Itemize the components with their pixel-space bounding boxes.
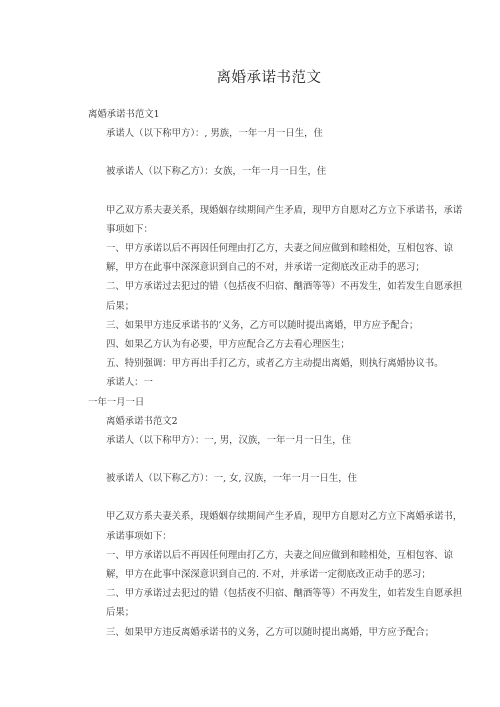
blank-line bbox=[88, 488, 450, 507]
blank-line bbox=[88, 143, 450, 162]
promisor-line: 承诺人（以下称甲方）：一, 男，汉族，一年一月一日生，住 bbox=[106, 435, 352, 447]
blank-line bbox=[88, 182, 450, 201]
paragraph: 甲乙双方系夫妻关系，现婚姻存续期间产生矛盾，现甲方自愿对乙方立下承诺书，承诺事项如下： bbox=[106, 204, 463, 235]
promisee-line: 被承诺人（以下称乙方）：一, 女, 汉族，一年一月一日生，住 bbox=[106, 473, 357, 485]
paragraph: 一、甲方承诺以后不再因任何理由打乙方，夫妻之间应做到和睦相处，互相包容、谅解，甲方在此事中深深意识到自己的不对，并承诺一定彻底改正动手的恶习； bbox=[106, 243, 453, 274]
paragraph: 二、甲方承诺过去犯过的错（包括夜不归宿、酗酒等等）不再发生，如若发生自愿承担后果； bbox=[106, 588, 463, 619]
paragraph: 四、如果乙方认为有必要，甲方应配合乙方去看心理医生； bbox=[106, 339, 350, 351]
promisee-line: 被承诺人（以下称乙方）：女族，一年一月一日生，住 bbox=[106, 166, 327, 178]
paragraph: 甲乙双方系夫妻关系，现婚姻存续期间产生矛盾，现甲方自愿对乙方立下离婚承诺书，承诺事项如下： bbox=[106, 511, 463, 542]
paragraph: 五、特别强调：甲方再出手打乙方，或者乙方主动提出离婚，则执行离婚协议书。 bbox=[106, 358, 444, 370]
section-heading-2: 离婚承诺书范文2 bbox=[106, 415, 178, 427]
paragraph: 三、如果甲方违反离婚承诺书的义务，乙方可以随时提出离婚，甲方应予配合； bbox=[106, 626, 435, 638]
promisor-line: 承诺人（以下称甲方）：, 男族，一年一月一日生，住 bbox=[106, 128, 323, 140]
section-heading-1: 离婚承诺书范文1 bbox=[88, 109, 160, 120]
paragraph: 二、甲方承诺过去犯过的错（包括夜不归宿、酗酒等等）不再发生，如若发生自愿承担后果； bbox=[106, 281, 463, 312]
blank-line bbox=[88, 450, 450, 469]
date-line: 一年一月一日 bbox=[88, 396, 145, 408]
paragraph: 三、如果甲方违反承诺书的’义务，乙方可以随时提出离婚，甲方应予配合； bbox=[106, 319, 419, 331]
document-title: 离婚承诺书范文 bbox=[216, 70, 322, 86]
paragraph: 一、甲方承诺以后不再因任何理由打乙方，夫妻之间应做到和睦相处，互相包容、谅解，甲方在此事中深深意识到自己的. 不对，并承诺一定彻底改正动手的恶习； bbox=[106, 549, 453, 581]
signature-line: 承诺人：一 bbox=[106, 377, 153, 389]
